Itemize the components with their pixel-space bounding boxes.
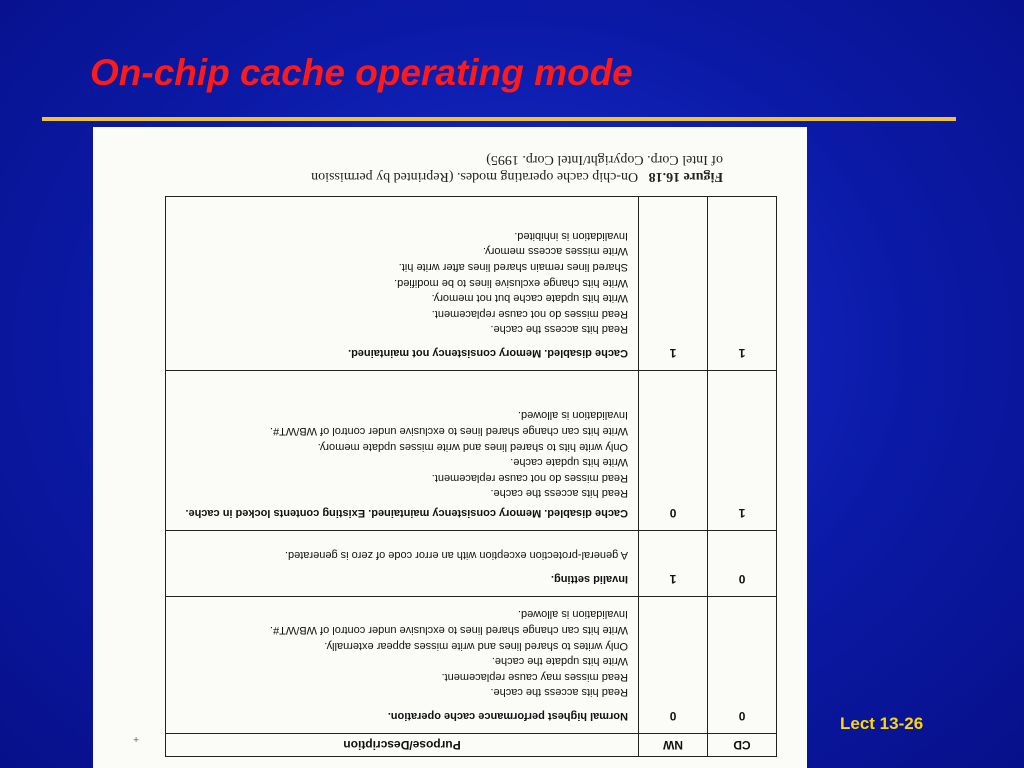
row-line: Write hits update cache but not memory.: [431, 292, 628, 305]
row-line: Read misses may cause replacement.: [441, 670, 628, 683]
row-cd-value: 1: [708, 371, 777, 531]
header-cd: CD: [708, 734, 777, 757]
row-heading: Invalid setting.: [550, 573, 628, 585]
row-line: A general-protection exception with an error code of zero is generated.: [284, 549, 628, 562]
row-line: Invalidation is inhibited.: [514, 229, 628, 242]
cache-mode-table: [165, 196, 777, 757]
scanned-figure: [93, 127, 807, 768]
row-nw-value: 1: [639, 531, 708, 597]
row-cd-value: 0: [708, 531, 777, 597]
row-description: [166, 197, 639, 371]
row-line: Read hits access the cache.: [490, 686, 628, 699]
row-line: Write misses access memory.: [482, 245, 628, 258]
row-line: Read misses do not cause replacement.: [431, 307, 628, 320]
figure-caption-line2: of Intel Corp. Copyright/Intel Corp. 1995): [486, 152, 723, 167]
row-line: Write hits update cache.: [510, 456, 628, 469]
row-line: Invalidation is allowed.: [517, 608, 628, 621]
figure-label: Figure 16.18: [648, 169, 723, 184]
row-line: Write hits can change shared lines to exclusive under control of WB/WT#.: [269, 425, 628, 438]
title-underline: [42, 117, 956, 121]
row-cd-value: 0: [708, 597, 777, 734]
scan-speck: +: [133, 733, 139, 744]
table-row: [166, 597, 777, 734]
row-line: Write hits change exclusive lines to be modified.: [394, 276, 628, 289]
row-line: Invalidation is allowed.: [517, 409, 628, 422]
header-purpose: Purpose/Description: [166, 734, 639, 757]
row-line: Write hits update the cache.: [491, 655, 628, 668]
row-line: Write hits can change shared lines to exclusive under control of WB/WT#.: [269, 624, 628, 637]
row-description: [166, 531, 639, 597]
row-line: Shared lines remain shared lines after write hit.: [398, 261, 628, 274]
row-heading: Normal highest performance cache operation.: [387, 710, 628, 722]
table-row: [166, 371, 777, 531]
slide-title: On-chip cache operating mode: [90, 52, 633, 93]
row-nw-value: 0: [639, 597, 708, 734]
rotated-figure-content: [93, 127, 807, 768]
row-line: Only write hits to shared lines and write misses update memory.: [317, 440, 628, 453]
row-line: Read hits access the cache.: [490, 487, 628, 500]
row-description: [166, 371, 639, 531]
row-line: Only writes to shared lines and write misses appear externally.: [324, 639, 628, 652]
header-nw: NW: [639, 734, 708, 757]
figure-caption-line1: [163, 168, 723, 184]
row-nw-value: 1: [639, 197, 708, 371]
row-nw-value: 0: [639, 371, 708, 531]
row-line: Read hits access the cache.: [490, 323, 628, 336]
row-line: Read misses do not cause replacement.: [431, 471, 628, 484]
figure-caption-text: On-chip cache operating modes. (Reprinted by permission: [311, 169, 639, 184]
table-row: [166, 531, 777, 597]
slide-number: Lect 13-26: [840, 714, 924, 733]
row-heading: Cache disabled. Memory consistency maintained. Existing contents locked in cache.: [185, 507, 628, 519]
table-header-row: [166, 734, 777, 757]
row-description: [166, 597, 639, 734]
row-heading: Cache disabled. Memory consistency not maintained.: [348, 347, 628, 359]
row-cd-value: 1: [708, 197, 777, 371]
table-row: [166, 197, 777, 371]
